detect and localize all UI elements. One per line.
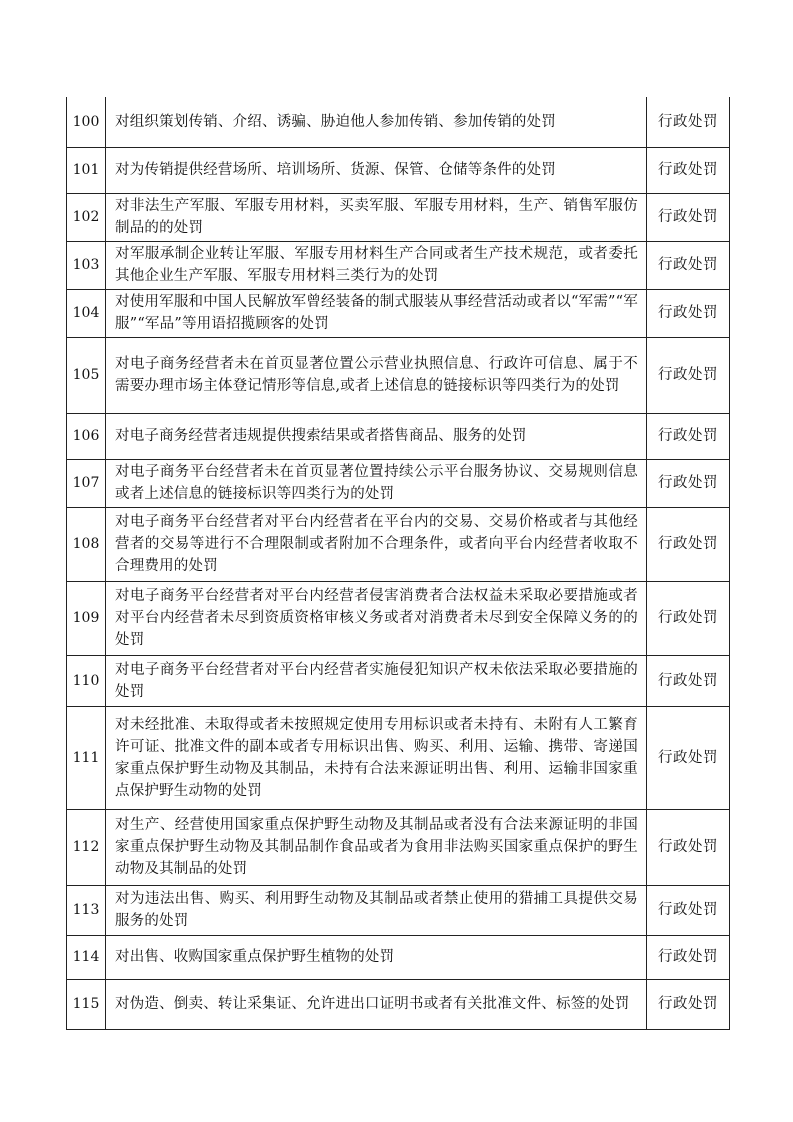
item-category: 行政处罚 bbox=[647, 147, 730, 193]
item-category: 行政处罚 bbox=[647, 337, 730, 413]
row-number: 115 bbox=[67, 979, 106, 1029]
row-number: 105 bbox=[67, 337, 106, 413]
row-number: 107 bbox=[67, 459, 106, 507]
item-description: 对组织策划传销、介绍、诱骗、胁迫他人参加传销、参加传销的处罚 bbox=[106, 97, 647, 147]
row-number: 102 bbox=[67, 193, 106, 241]
item-description: 对电子商务经营者未在首页显著位置公示营业执照信息、行政许可信息、属于不需要办理市场主体登记情形等信息,或者上述信息的链接标识等四类行为的处罚 bbox=[106, 337, 647, 413]
table-row bbox=[67, 241, 730, 289]
penalty-table bbox=[66, 97, 730, 1030]
item-description: 对出售、收购国家重点保护野生植物的处罚 bbox=[106, 935, 647, 979]
item-category: 行政处罚 bbox=[647, 459, 730, 507]
row-number: 103 bbox=[67, 241, 106, 289]
item-category: 行政处罚 bbox=[647, 241, 730, 289]
table-row bbox=[67, 193, 730, 241]
item-description: 对为违法出售、购买、利用野生动物及其制品或者禁止使用的猎捕工具提供交易服务的处罚 bbox=[106, 885, 647, 935]
table-row bbox=[67, 97, 730, 147]
table-row bbox=[67, 413, 730, 459]
row-number: 101 bbox=[67, 147, 106, 193]
item-description: 对生产、经营使用国家重点保护野生动物及其制品或者没有合法来源证明的非国家重点保护野生动物及其制品制作食品或者为食用非法购买国家重点保护的野生动物及其制品的处罚 bbox=[106, 809, 647, 885]
row-number: 111 bbox=[67, 706, 106, 809]
item-description: 对电子商务平台经营者未在首页显著位置持续公示平台服务协议、交易规则信息或者上述信息的链接标识等四类行为的处罚 bbox=[106, 459, 647, 507]
table-row bbox=[67, 337, 730, 413]
item-category: 行政处罚 bbox=[647, 413, 730, 459]
item-description: 对伪造、倒卖、转让采集证、允许进出口证明书或者有关批准文件、标签的处罚 bbox=[106, 979, 647, 1029]
item-category: 行政处罚 bbox=[647, 885, 730, 935]
table-row bbox=[67, 979, 730, 1029]
row-number: 112 bbox=[67, 809, 106, 885]
row-number: 109 bbox=[67, 581, 106, 655]
row-number: 106 bbox=[67, 413, 106, 459]
row-number: 110 bbox=[67, 655, 106, 706]
row-number: 113 bbox=[67, 885, 106, 935]
item-description: 对军服承制企业转让军服、军服专用材料生产合同或者生产技术规范，或者委托其他企业生产军服、军服专用材料三类行为的处罚 bbox=[106, 241, 647, 289]
item-category: 行政处罚 bbox=[647, 289, 730, 337]
item-category: 行政处罚 bbox=[647, 655, 730, 706]
item-category: 行政处罚 bbox=[647, 581, 730, 655]
item-category: 行政处罚 bbox=[647, 507, 730, 581]
row-number: 100 bbox=[67, 97, 106, 147]
table-row bbox=[67, 809, 730, 885]
table-row bbox=[67, 655, 730, 706]
item-description: 对使用军服和中国人民解放军曾经装备的制式服装从事经营活动或者以“军需”“军服”“军品”等用语招揽顾客的处罚 bbox=[106, 289, 647, 337]
item-category: 行政处罚 bbox=[647, 809, 730, 885]
table-row bbox=[67, 459, 730, 507]
item-description: 对电子商务经营者违规提供搜索结果或者搭售商品、服务的处罚 bbox=[106, 413, 647, 459]
item-category: 行政处罚 bbox=[647, 979, 730, 1029]
table-row bbox=[67, 147, 730, 193]
table-row bbox=[67, 706, 730, 809]
item-description: 对电子商务平台经营者对平台内经营者侵害消费者合法权益未采取必要措施或者对平台内经营者未尽到资质资格审核义务或者对消费者未尽到安全保障义务的的处罚 bbox=[106, 581, 647, 655]
row-number: 108 bbox=[67, 507, 106, 581]
item-category: 行政处罚 bbox=[647, 706, 730, 809]
table-row bbox=[67, 507, 730, 581]
row-number: 114 bbox=[67, 935, 106, 979]
item-description: 对为传销提供经营场所、培训场所、货源、保管、仓储等条件的处罚 bbox=[106, 147, 647, 193]
table-row bbox=[67, 935, 730, 979]
row-number: 104 bbox=[67, 289, 106, 337]
item-description: 对非法生产军服、军服专用材料，买卖军服、军服专用材料，生产、销售军服仿制品的的处罚 bbox=[106, 193, 647, 241]
table-row bbox=[67, 289, 730, 337]
item-category: 行政处罚 bbox=[647, 935, 730, 979]
item-category: 行政处罚 bbox=[647, 193, 730, 241]
item-description: 对电子商务平台经营者对平台内经营者实施侵犯知识产权未依法采取必要措施的处罚 bbox=[106, 655, 647, 706]
table-row bbox=[67, 885, 730, 935]
table-row bbox=[67, 581, 730, 655]
item-description: 对电子商务平台经营者对平台内经营者在平台内的交易、交易价格或者与其他经营者的交易等进行不合理限制或者附加不合理条件，或者向平台内经营者收取不合理费用的处罚 bbox=[106, 507, 647, 581]
item-description: 对未经批准、未取得或者未按照规定使用专用标识或者未持有、未附有人工繁育许可证、批准文件的副本或者专用标识出售、购买、利用、运输、携带、寄递国家重点保护野生动物及其制品，未持有合法来源证明出售、利用、运输非国家重点保护野生动物的处罚 bbox=[106, 706, 647, 809]
item-category: 行政处罚 bbox=[647, 97, 730, 147]
